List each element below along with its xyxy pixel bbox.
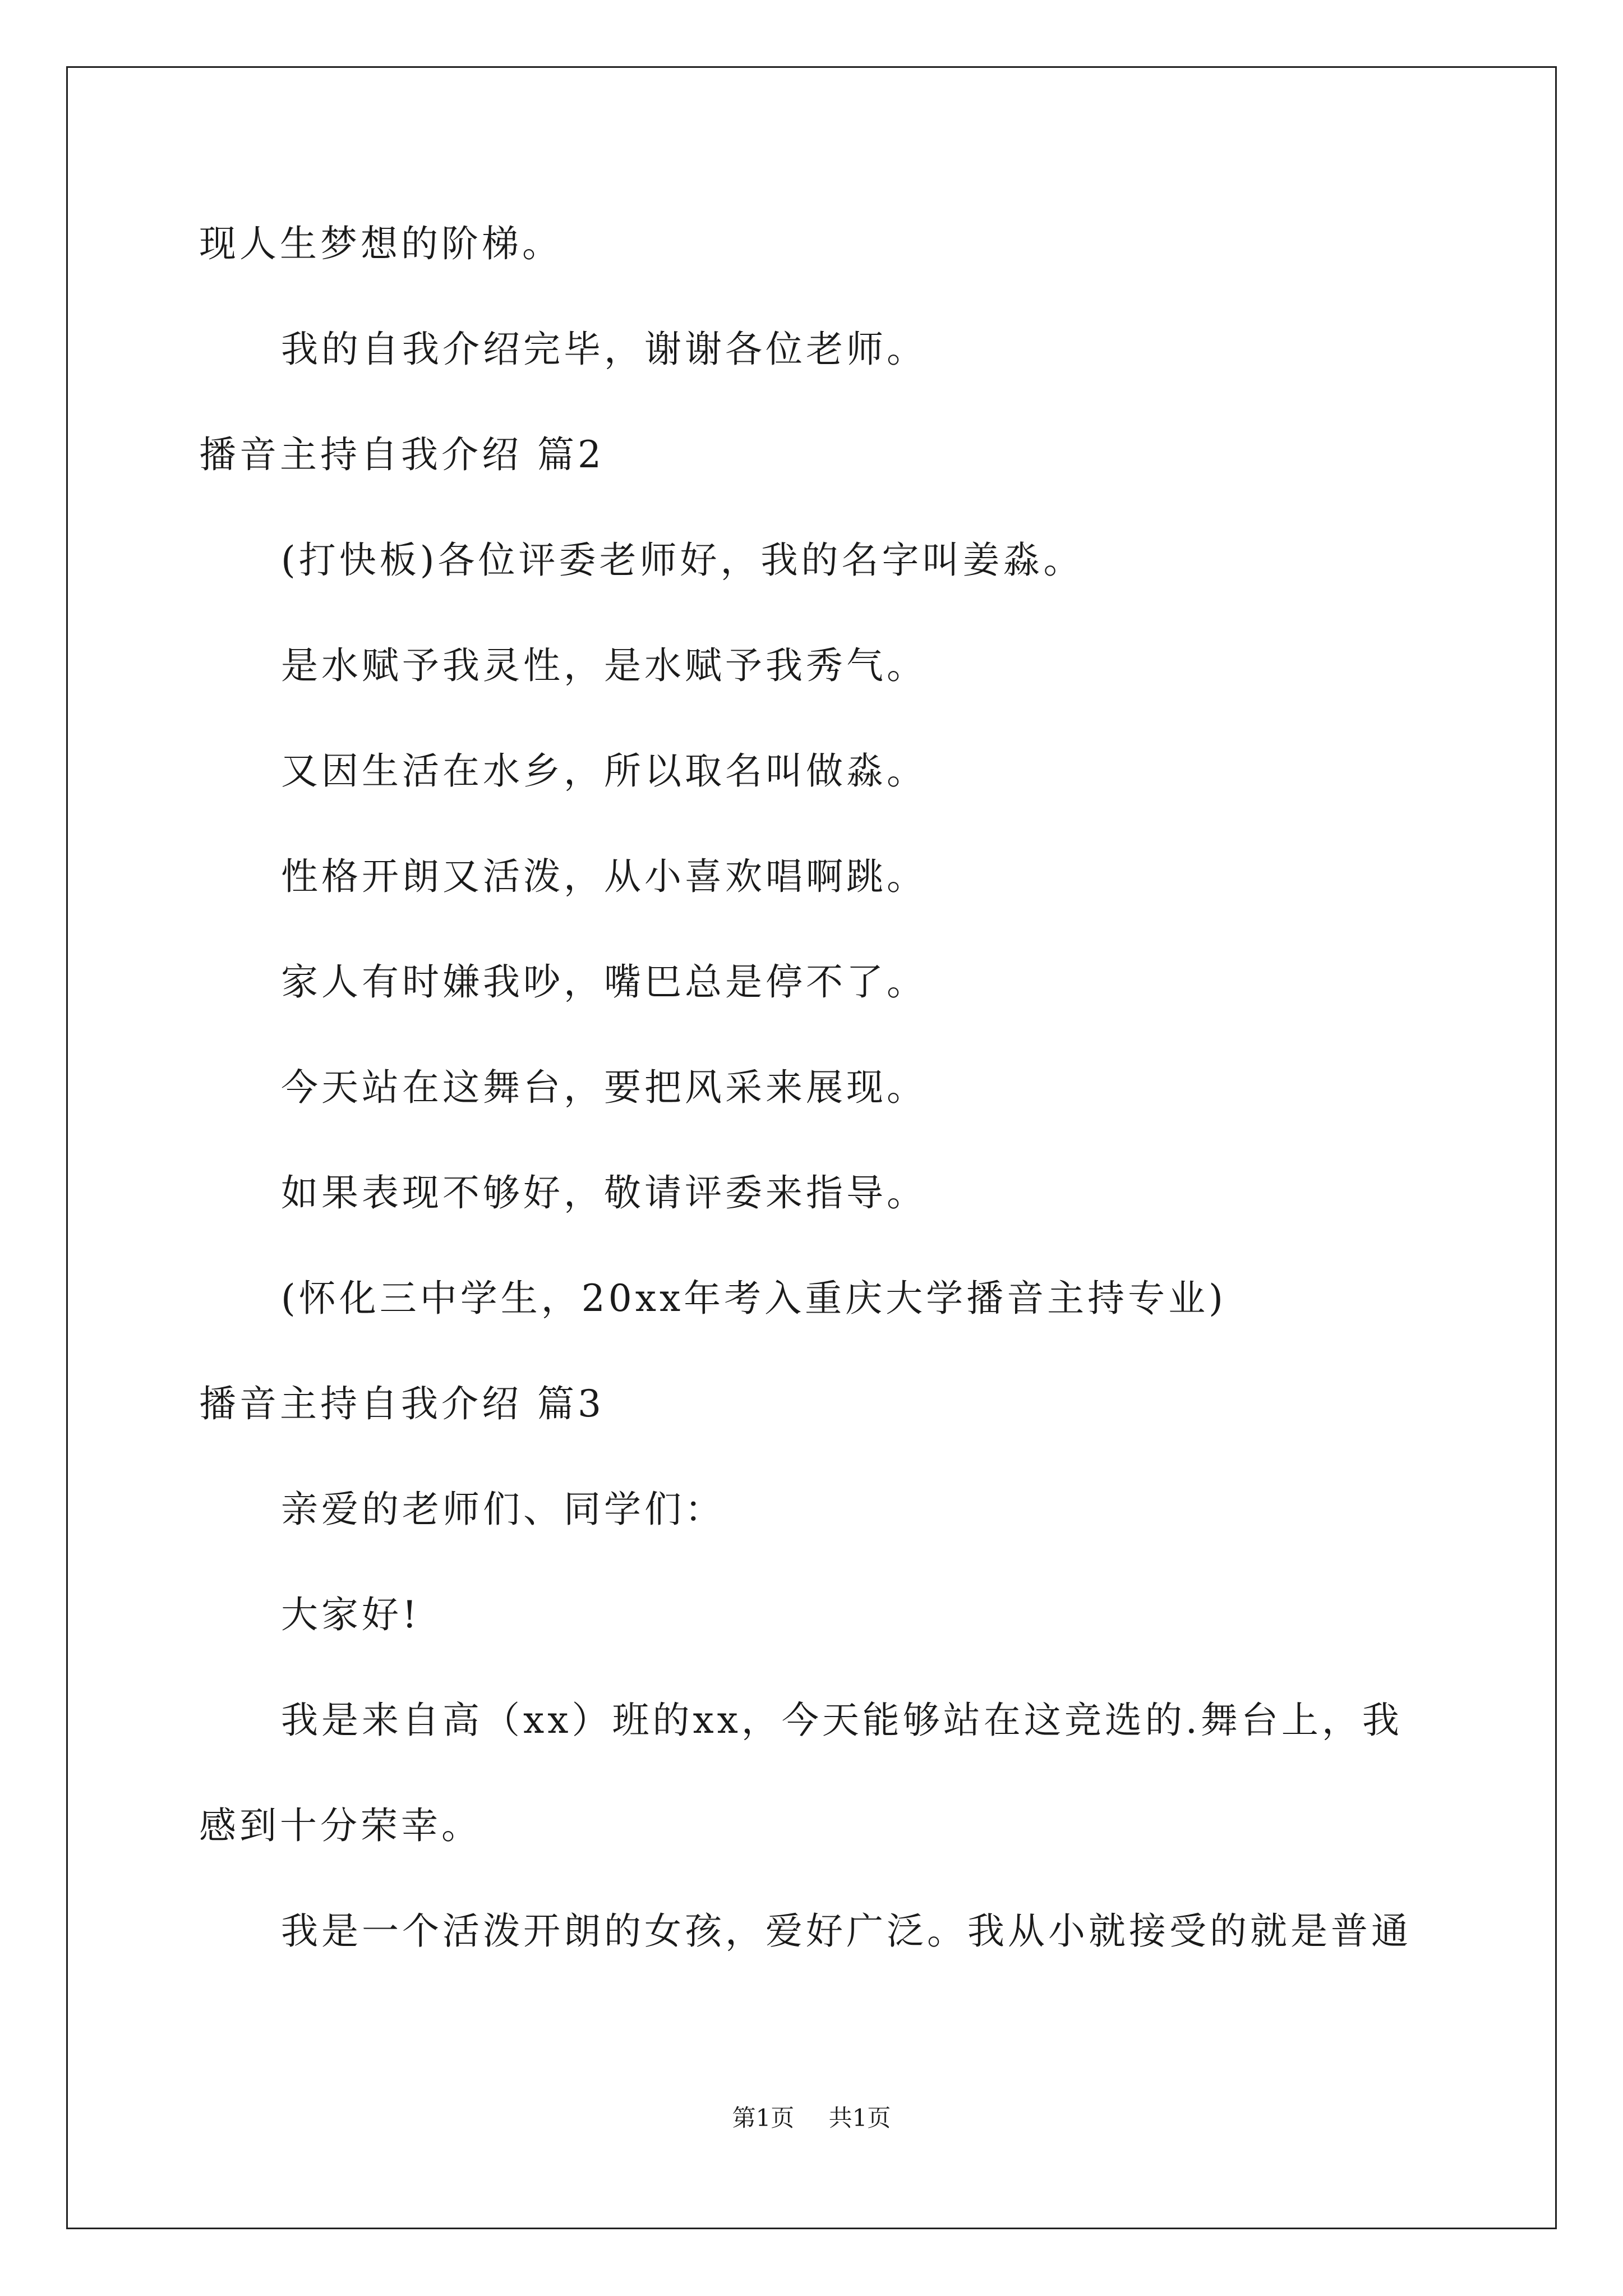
text-line: 大家好!: [281, 1593, 421, 1636]
text-line: (打快板)各位评委老师好，我的名字叫姜淼。: [281, 539, 1084, 582]
text-line: 家人有时嫌我吵，嘴巴总是停不了。: [281, 960, 927, 1004]
section-heading: 播音主持自我介绍 篇2: [199, 433, 605, 476]
page-footer: [0, 2102, 1623, 2134]
text-line: 我是一个活泼开朗的女孩，爱好广泛。我从小就接受的就是普通: [281, 1910, 1412, 1953]
text-line: 性格开朗又活泼，从小喜欢唱啊跳。: [281, 855, 927, 898]
text-line: 我是来自高（xx）班的xx，今天能够站在这竞选的.舞台上，我: [281, 1699, 1403, 1742]
text-line: 又因生活在水乡，所以取名叫做淼。: [281, 749, 927, 793]
page-total: 共1页: [828, 2104, 891, 2132]
text-line: 是水赋予我灵性，是水赋予我秀气。: [281, 644, 927, 687]
page-number: 第1页: [732, 2104, 795, 2132]
text-line: 如果表现不够好，敬请评委来指导。: [281, 1171, 927, 1214]
text-line: 我的自我介绍完毕，谢谢各位老师。: [281, 328, 927, 371]
text-line: 现人生梦想的阶梯。: [199, 222, 562, 265]
text-line: (怀化三中学生，20xx年考入重庆大学播音主持专业): [281, 1277, 1227, 1320]
text-line: 亲爱的老师们、同学们：: [281, 1488, 725, 1531]
section-heading: 播音主持自我介绍 篇3: [199, 1382, 605, 1425]
text-line: 感到十分荣幸。: [199, 1804, 482, 1847]
text-line: 今天站在这舞台，要把风采来展现。: [281, 1066, 927, 1109]
